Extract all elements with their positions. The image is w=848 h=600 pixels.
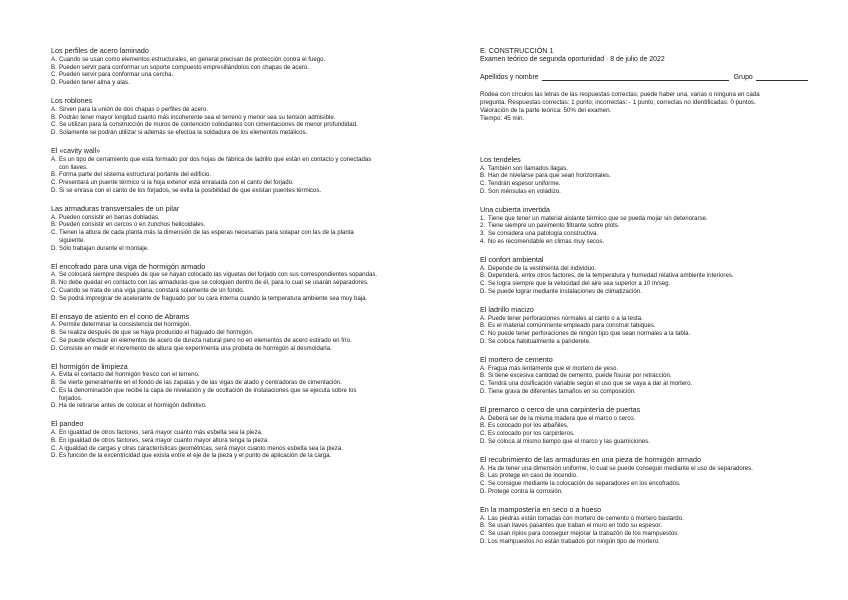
option-letter[interactable]: C. xyxy=(51,444,58,452)
answer-option[interactable] xyxy=(51,271,381,279)
option-text: Sirven para la unión de dos chapas o perfiles de acero. xyxy=(59,105,209,113)
answer-option[interactable] xyxy=(480,480,815,488)
option-text: Ha de retirarse antes de colocar el hormigón definitivo. xyxy=(59,402,207,410)
option-text: Presentará un puente térmico si la hoja exterior está enrasada con el canto del forjado. xyxy=(59,179,294,187)
option-text: Si se enrasa con el canto de los forjados, se evita la posibilidad de que existan puentes térmicos. xyxy=(59,186,322,194)
option-letter[interactable]: B. xyxy=(480,172,486,180)
answer-option[interactable] xyxy=(51,329,381,337)
option-letter[interactable]: A. xyxy=(51,105,57,113)
answer-options xyxy=(480,365,815,396)
answer-option[interactable] xyxy=(51,371,381,379)
answer-options xyxy=(51,106,381,137)
answer-option[interactable] xyxy=(51,64,381,72)
answer-option[interactable] xyxy=(480,538,815,546)
answer-option[interactable] xyxy=(480,515,815,523)
question-stem: En la mampostería en seco o a hueso xyxy=(480,504,602,514)
answer-option[interactable] xyxy=(51,402,381,410)
option-letter[interactable]: 4. xyxy=(480,237,486,245)
answer-option[interactable] xyxy=(480,180,815,188)
answer-option[interactable] xyxy=(51,114,381,122)
question xyxy=(51,363,381,411)
exam-subtitle: Examen teórico de segunda oportunidad · 8 de julio de 2022 xyxy=(480,55,665,63)
question xyxy=(51,313,381,353)
option-text: Es colocado por los albañiles. xyxy=(488,422,569,430)
option-text: Se considera una patología constructiva. xyxy=(488,230,599,238)
question xyxy=(51,420,381,460)
answer-option[interactable] xyxy=(480,172,815,180)
option-letter[interactable]: D. xyxy=(480,387,487,395)
answer-options xyxy=(51,371,381,410)
option-text: Protege contra la corrosión. xyxy=(488,487,563,495)
option-text: Se usan llaves pasantes que traban el muro en todo su espesor. xyxy=(488,522,662,530)
option-text: Si tiene excesiva cantidad de cemento, puede fisurar por retracción. xyxy=(488,372,672,380)
answer-option[interactable] xyxy=(480,230,815,238)
answer-option[interactable] xyxy=(51,79,381,87)
option-letter[interactable]: 1. xyxy=(480,214,486,222)
answer-option[interactable] xyxy=(51,129,381,137)
answer-option[interactable] xyxy=(480,280,815,288)
answer-option[interactable] xyxy=(480,238,815,246)
option-text: No puede tener perforaciones de ningún tipo que sean normales a la tabla. xyxy=(488,330,691,338)
question xyxy=(480,456,815,496)
exam-title: E. CONSTRUCCIÓN 1 xyxy=(480,46,554,55)
option-letter[interactable]: C. xyxy=(51,229,58,237)
answer-option[interactable] xyxy=(51,56,381,64)
option-text: Es un tipo de cerramiento que está formado por dos hojas de fábrica de ladrillo que están en contacto y conectadas con llaves. xyxy=(59,155,372,171)
answer-option[interactable] xyxy=(51,106,381,114)
question-stem: Los tendeles xyxy=(480,154,521,164)
question-stem: El mortero de cemento xyxy=(480,354,553,364)
answer-option[interactable] xyxy=(51,71,381,79)
answer-option[interactable] xyxy=(480,330,815,338)
option-text: Fragua más lentamente que el mortero de yeso. xyxy=(488,364,619,372)
answer-option[interactable] xyxy=(480,315,815,323)
question-stem: El pandeo xyxy=(51,419,84,429)
answer-options xyxy=(480,165,815,196)
question xyxy=(480,206,815,246)
option-letter[interactable]: A. xyxy=(51,213,57,221)
answer-option[interactable] xyxy=(51,345,381,353)
answer-option[interactable] xyxy=(480,272,815,280)
question-stem: El encofrado para una viga de hormigón armado xyxy=(51,261,206,271)
answer-option[interactable] xyxy=(51,387,381,403)
option-text: Los mampuestos no están trabados por ningún tipo de mortero. xyxy=(488,537,660,545)
option-letter[interactable]: D. xyxy=(51,244,58,252)
option-letter[interactable]: C. xyxy=(480,330,487,338)
option-letter[interactable]: A. xyxy=(51,271,57,279)
option-text: Tendrán espesor uniforme. xyxy=(488,180,561,188)
option-letter[interactable]: A. xyxy=(51,155,57,163)
option-letter[interactable]: B. xyxy=(480,472,486,480)
option-letter[interactable]: C. xyxy=(51,386,58,394)
answer-option[interactable] xyxy=(51,245,381,253)
option-text: Pueden tener alma y alas. xyxy=(59,79,130,87)
option-text: Se puede lograr mediante instalaciones de climatización. xyxy=(488,287,642,295)
answer-options xyxy=(480,465,815,496)
answer-options xyxy=(51,271,381,302)
answer-option[interactable] xyxy=(51,337,381,345)
question xyxy=(51,97,381,137)
answer-option[interactable] xyxy=(51,295,381,303)
option-letter[interactable]: D. xyxy=(480,537,487,545)
answer-options xyxy=(480,315,815,346)
answer-options xyxy=(51,321,381,352)
option-letter[interactable]: D. xyxy=(480,437,487,445)
answer-option[interactable] xyxy=(51,429,381,437)
option-letter[interactable]: B. xyxy=(51,436,57,444)
answer-options xyxy=(480,215,815,246)
option-text: Podrán tener mayor longitud cuanto más incoherente sea el terreno y menor sea su tensión admisible. xyxy=(59,113,336,121)
option-text: Cuando se trata de una viga plana, constará solamente de un fondo. xyxy=(59,286,245,294)
option-text: Se coloca al mismo tiempo que el marco y las guarniciones. xyxy=(488,437,650,445)
option-text: Ha de tener una dimensión uniforme, lo cual se puede conseguir mediante el uso de separadores. xyxy=(488,464,753,472)
option-text: Han de nivelarse para que sean horizontales. xyxy=(488,172,611,180)
option-letter[interactable]: C. xyxy=(51,179,58,187)
option-letter[interactable]: A. xyxy=(480,314,486,322)
answer-option[interactable] xyxy=(480,422,815,430)
right-questions xyxy=(480,156,815,546)
option-letter[interactable]: C. xyxy=(480,480,487,488)
option-text: Pueden consistir en barras dobladas. xyxy=(59,213,160,221)
option-text: No es recomendable en climas muy secos. xyxy=(488,237,605,245)
option-letter[interactable]: B. xyxy=(51,279,57,287)
option-text: Solamente se podrán utilizar si además se efectúa la soldadura de los elementos metálicos. xyxy=(59,129,308,137)
option-text: Se realiza después de que se haya producido el fraguado del hormigón. xyxy=(59,329,254,337)
answer-option[interactable] xyxy=(480,472,815,480)
answer-option[interactable] xyxy=(480,372,815,380)
option-text: Consiste en medir el incremento de altura que experimenta una probeta de hormigón al desmoldarla. xyxy=(59,344,332,352)
option-letter[interactable]: D. xyxy=(480,287,487,295)
answer-option[interactable] xyxy=(480,165,815,173)
option-text: Tiene siempre un pavimento filtrante sobre plots. xyxy=(488,222,620,230)
question xyxy=(480,406,815,446)
option-text: Se coloca habitualmente a panderete. xyxy=(488,337,591,345)
option-letter[interactable]: C. xyxy=(480,180,487,188)
answer-option[interactable] xyxy=(480,438,815,446)
question-stem: El ensayo de asiento en el cono de Abrams xyxy=(51,311,190,321)
option-text: Depende de la vestimenta del individuo. xyxy=(488,264,597,272)
option-letter[interactable]: A. xyxy=(480,414,486,422)
answer-options xyxy=(51,429,381,460)
option-letter[interactable]: B. xyxy=(480,522,486,530)
instruction-line: Valoración de la parte teórica: 50% del examen. xyxy=(480,107,612,114)
answer-option[interactable] xyxy=(480,380,815,388)
answer-options xyxy=(51,56,381,87)
option-letter[interactable]: B. xyxy=(51,329,57,337)
name-field[interactable] xyxy=(542,73,729,81)
option-letter[interactable]: B. xyxy=(480,422,486,430)
question-stem: Los perfiles de acero laminado xyxy=(51,46,149,55)
option-text: Cuando se usan como elementos estructurales, en general precisan de protección contra el fuego. xyxy=(59,55,326,63)
option-letter[interactable]: B. xyxy=(51,221,57,229)
option-letter[interactable]: A. xyxy=(51,371,57,379)
option-letter[interactable]: C. xyxy=(51,286,58,294)
option-text: Tiene que tener un material aislante térmico que se pueda mojar sin deteriorarse. xyxy=(488,214,708,222)
option-letter[interactable]: D. xyxy=(51,129,58,137)
answer-options xyxy=(480,515,815,546)
question-stem: Los roblones xyxy=(51,95,93,105)
option-text: También son llamados llagas. xyxy=(488,164,568,172)
option-letter[interactable]: C. xyxy=(480,380,487,388)
answer-option[interactable] xyxy=(51,156,381,172)
option-text: Se puede efectuar en elementos de acero de dureza natural pero no en elementos de acero estirado en frío. xyxy=(59,336,352,344)
option-text: Sólo trabajan durante el montaje. xyxy=(59,244,149,252)
exam-header xyxy=(480,47,815,123)
option-letter[interactable]: D. xyxy=(480,188,487,195)
option-text: Permite determinar la consistencia del hormigón. xyxy=(59,321,192,329)
option-letter[interactable]: D. xyxy=(51,79,58,87)
option-letter[interactable]: C. xyxy=(51,121,58,129)
question-stem: El ladrillo macizo xyxy=(480,304,534,314)
answer-option[interactable] xyxy=(480,322,815,330)
answer-option[interactable] xyxy=(51,121,381,129)
answer-options xyxy=(480,265,815,296)
option-letter[interactable]: A. xyxy=(480,264,486,272)
option-text: Se consigue mediante la colocación de separadores en los encofrados. xyxy=(488,480,681,488)
option-letter[interactable]: B. xyxy=(480,322,486,330)
option-letter[interactable]: C. xyxy=(480,280,487,288)
option-text: Tendrá una dosificación variable según el uso que se vaya a dar al mortero. xyxy=(488,380,693,388)
option-text: Se logra siempre que la velocidad del aire sea superior a 10 m/seg. xyxy=(488,280,671,288)
instructions xyxy=(480,91,815,123)
option-text: Se colocará siempre después de que se hayan colocado las viguetas del forjado con sus correspondientes sopandas. xyxy=(59,271,378,279)
option-letter[interactable]: C. xyxy=(51,71,58,79)
option-text: Se usan ripios para conseguir mejorar la trabazón de los mampuestos. xyxy=(488,530,680,538)
option-text: En igualdad de otros factores, será mayor cuanto más esbelta sea la pieza. xyxy=(59,429,263,437)
question xyxy=(51,263,381,303)
option-letter[interactable]: A. xyxy=(51,55,57,63)
answer-option[interactable] xyxy=(480,530,815,538)
option-text: Se utilizan para la construcción de muros de contención colindantes con cimentaciones de menor profundidad. xyxy=(59,121,358,129)
option-letter[interactable]: D. xyxy=(51,452,58,460)
answer-option[interactable] xyxy=(480,288,815,296)
answer-options xyxy=(480,415,815,446)
option-letter[interactable]: A. xyxy=(51,321,57,329)
option-text: En igualdad de otros factores, será mayor cuanto mayor altura tenga la pieza. xyxy=(59,436,270,444)
option-letter[interactable]: D. xyxy=(51,294,58,302)
question-stem: El confort ambiental xyxy=(480,254,544,264)
answer-option[interactable] xyxy=(51,279,381,287)
question-stem: El recubrimiento de las armaduras en una pieza de hormigón armado xyxy=(480,454,701,464)
left-column xyxy=(51,47,381,470)
option-letter[interactable]: B. xyxy=(51,379,57,387)
answer-option[interactable] xyxy=(480,415,815,423)
answer-option[interactable] xyxy=(51,321,381,329)
option-letter[interactable]: A. xyxy=(480,364,486,372)
answer-options xyxy=(51,214,381,253)
answer-option[interactable] xyxy=(480,265,815,273)
option-text: Deberá ser de la misma madera que el marco o cerco. xyxy=(488,414,636,422)
answer-option[interactable] xyxy=(51,437,381,445)
option-text: Evita el contacto del hormigón fresco con el terreno. xyxy=(59,371,200,379)
right-column xyxy=(480,47,815,556)
answer-option[interactable] xyxy=(51,287,381,295)
option-letter[interactable]: A. xyxy=(51,429,57,437)
answer-option[interactable] xyxy=(51,452,381,460)
option-letter[interactable]: D. xyxy=(51,344,58,352)
option-letter[interactable]: A. xyxy=(480,164,486,172)
group-field[interactable] xyxy=(756,73,808,81)
answer-option[interactable] xyxy=(480,215,815,223)
option-text: Puede tener perforaciones normales al canto o a la testa. xyxy=(488,314,643,322)
option-letter[interactable]: D. xyxy=(51,402,58,410)
option-text: Pueden servir para conformar un soporte compuesto empresillándolos con chapas de acero. xyxy=(59,63,309,71)
answer-option[interactable] xyxy=(480,188,815,196)
option-letter[interactable]: B. xyxy=(480,372,486,380)
option-text: Las piedras están tomadas con mortero de cemento o mortero bastardo. xyxy=(488,514,684,522)
option-text: Las protege en caso de incendio. xyxy=(488,472,578,480)
option-text: Dependerá, entre otros factores, de la temperatura y humedad relativa ambiente interiores. xyxy=(488,272,734,280)
name-group-line xyxy=(480,73,815,82)
option-text: Tienen la altura de cada planta más la dimensión de las esperas necesarias para solapar con las de la planta siguiente. xyxy=(59,229,354,244)
answer-option[interactable] xyxy=(51,214,381,222)
option-letter[interactable]: C. xyxy=(51,336,58,344)
option-text: Tiene grava de diferentes tamaños en su composición. xyxy=(488,387,636,395)
option-letter[interactable]: 2. xyxy=(480,222,486,230)
option-text: Es el material comúnmente empleado para construir tabiques. xyxy=(488,322,656,330)
option-letter[interactable]: B. xyxy=(51,113,57,121)
option-letter[interactable]: 3. xyxy=(480,230,486,238)
answer-option[interactable] xyxy=(480,465,815,473)
option-text: Se podrá impregnar de acelerante de fraguado por su cara interna cuando la temperatura ambiente sea muy baja. xyxy=(59,294,368,302)
answer-option[interactable] xyxy=(480,430,815,438)
instruction-line: pregunta. Respuestas correctas: 1 punto; incorrectas: - 1 punto; correctas no identificadas: 0 puntos. xyxy=(480,99,756,107)
option-text: Pueden servir para conformar una cercha. xyxy=(59,71,174,79)
instruction-line: Tiempo: 45 min. xyxy=(480,114,525,122)
option-letter[interactable]: B. xyxy=(51,63,57,71)
answer-option[interactable] xyxy=(480,522,815,530)
option-letter[interactable]: B. xyxy=(51,171,57,179)
option-letter[interactable]: D. xyxy=(480,337,487,345)
answer-option[interactable] xyxy=(480,222,815,230)
question-stem: Una cubierta invertida xyxy=(480,204,550,214)
question-stem: El «cavity wall» xyxy=(51,145,101,155)
answer-option[interactable] xyxy=(480,365,815,373)
answer-option[interactable] xyxy=(51,179,381,187)
question-stem: El hormigón de limpieza xyxy=(51,361,128,371)
option-text: Son ménsulas en voladizo. xyxy=(488,188,561,195)
answer-option[interactable] xyxy=(51,187,381,195)
question xyxy=(480,356,815,396)
question xyxy=(480,306,815,346)
option-text: Es colocado por los carpinteros. xyxy=(488,430,575,438)
option-text: No debe quedar en contacto con las armaduras que se coloquen dentro de él, para lo cual se usarán separadores. xyxy=(59,279,369,287)
option-text: A igualdad de cargas y otras características geométricas, será mayor cuanto menos esbelta sea la pieza. xyxy=(59,444,343,452)
name-label: Apellidos y nombre xyxy=(480,74,539,82)
question xyxy=(51,147,381,195)
answer-options xyxy=(51,156,381,195)
answer-option[interactable] xyxy=(51,445,381,453)
option-text: Se vierte generalmente en el fondo de las zapatas y de las vigas de atado y centradoras de cimentación. xyxy=(59,379,342,387)
answer-option[interactable] xyxy=(480,338,815,346)
instruction-line: Rodea con círculos las letras de las respuestas correctas; puede haber una, varias o ninguna en cada xyxy=(480,91,760,99)
answer-option[interactable] xyxy=(480,388,815,396)
option-letter[interactable]: C. xyxy=(480,430,487,438)
answer-option[interactable] xyxy=(51,379,381,387)
option-letter[interactable]: B. xyxy=(480,272,486,280)
question-stem: Las armaduras transversales de un pilar xyxy=(51,203,180,213)
option-text: Es función de la excentricidad que exista entre el eje de la pieza y el punto de aplicación de la carga. xyxy=(59,452,332,460)
question xyxy=(51,47,381,87)
option-letter[interactable]: C. xyxy=(480,530,487,538)
question xyxy=(480,506,815,546)
option-letter[interactable]: A. xyxy=(480,464,486,472)
option-text: Forma parte del sistema estructural portante del edificio. xyxy=(59,171,212,179)
option-text: Es la denominación que recibe la capa de nivelación y de ocultación de instalaciones que se ejecuta sobre los forjados. xyxy=(59,386,357,402)
answer-option[interactable] xyxy=(51,171,381,179)
question xyxy=(51,205,381,253)
answer-option[interactable] xyxy=(51,221,381,229)
answer-option[interactable] xyxy=(51,229,381,245)
option-letter[interactable]: D. xyxy=(51,186,58,194)
question xyxy=(480,156,815,196)
option-letter[interactable]: D. xyxy=(480,487,487,495)
option-letter[interactable]: A. xyxy=(480,514,486,522)
question-stem: El premarco o cerco de una carpintería de puertas xyxy=(480,404,641,414)
option-text: Pueden consistir en cercos o en zunchos helicoidales. xyxy=(59,221,206,229)
question xyxy=(480,256,815,296)
group-label: Grupo xyxy=(733,74,753,82)
answer-option[interactable] xyxy=(480,488,815,496)
